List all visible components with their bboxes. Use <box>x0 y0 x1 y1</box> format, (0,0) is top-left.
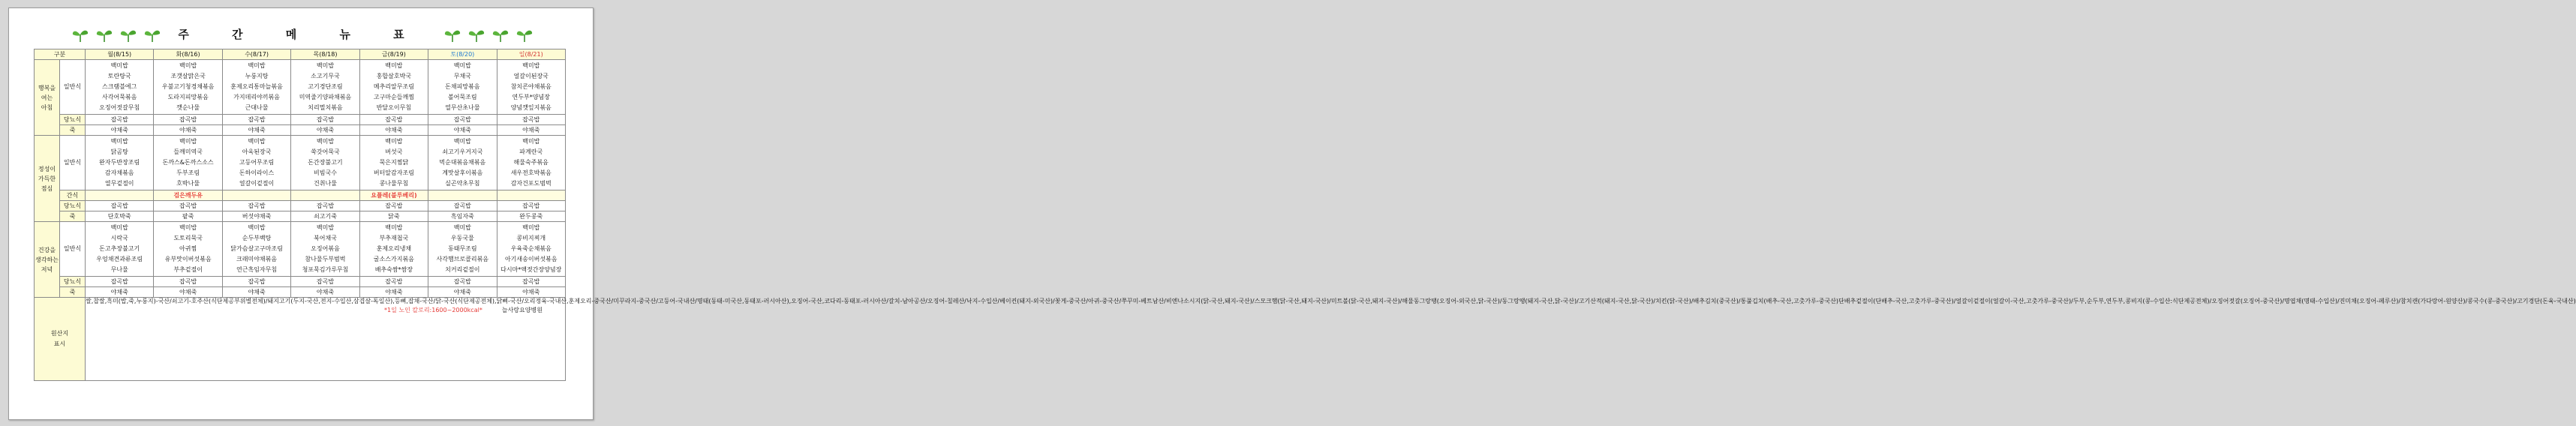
menu-item: 유부맛이버섯볶음 <box>164 256 212 262</box>
menu-item: 호박나물 <box>176 180 200 187</box>
menu-item: 오징어볶음 <box>311 245 340 252</box>
menu-cell <box>359 136 428 190</box>
menu-item: 백미밥 <box>110 138 128 145</box>
porridge-cell: 야채죽 <box>154 287 222 298</box>
diabetic-cell: 잡곡밥 <box>497 201 565 212</box>
menu-item: 백미밥 <box>110 224 128 231</box>
header-label: 구분 <box>35 50 86 60</box>
category-line: 행복을 <box>38 84 56 92</box>
porridge-cell: 쇠고기죽 <box>291 212 359 222</box>
menu-item: 쇠고기우거지국 <box>442 148 483 155</box>
diabetic-cell: 잡곡밥 <box>222 277 290 287</box>
menu-item: 백미밥 <box>522 62 540 69</box>
category-line: 저녁 <box>41 266 53 273</box>
menu-item: 새우전호박볶음 <box>510 170 552 176</box>
diabetic-cell: 잡곡밥 <box>154 277 222 287</box>
menu-item: 버터알감자조림 <box>373 170 414 176</box>
origin-label-line: 표시 <box>53 340 66 347</box>
menu-page <box>8 8 2576 420</box>
menu-item: 건취나물 <box>314 180 337 187</box>
menu-item: 소고기무국 <box>311 73 340 80</box>
menu-item: 고기경단조림 <box>308 83 343 90</box>
porridge-cell: 단호박죽 <box>86 212 154 222</box>
porridge-cell: 팥죽 <box>154 212 222 222</box>
hospital-name: 늘사랑요양병원 <box>501 307 543 314</box>
origin-footer <box>86 307 565 314</box>
menu-item: 치리멸치볶음 <box>308 104 343 111</box>
menu-item: 들깨미역국 <box>173 148 203 155</box>
menu-item: 고등어무조림 <box>239 159 275 166</box>
menu-item: 무채국 <box>453 73 471 80</box>
menu-cell <box>86 136 154 190</box>
porridge-cell: 야채죽 <box>222 287 290 298</box>
menu-item: 부추겉절이 <box>173 266 203 273</box>
menu-item: 아귀찜 <box>179 245 197 252</box>
menu-item: 조갯살맑은국 <box>170 73 206 80</box>
diabetic-cell: 잡곡밥 <box>428 201 497 212</box>
category-line: 아침 <box>41 104 53 111</box>
menu-item: 열무겉절이 <box>104 180 134 187</box>
menu-item: 두부조림 <box>176 170 200 176</box>
porridge-label: 죽 <box>60 125 86 136</box>
menu-item: 아욱된장국 <box>242 148 272 155</box>
menu-cell <box>222 136 290 190</box>
menu-item: 얼갈이겉절이 <box>239 180 275 187</box>
page-title: 주 간 메 뉴 표 <box>178 28 424 41</box>
origin-label <box>35 298 86 381</box>
porridge-cell: 야채죽 <box>222 125 290 136</box>
diabetic-label: 당뇨식 <box>60 115 86 125</box>
menu-item: 파계란국 <box>519 148 543 155</box>
porridge-cell: 버섯야채죽 <box>222 212 290 222</box>
menu-item: 부추재첩국 <box>379 235 409 242</box>
header-row <box>35 50 566 60</box>
origin-text: 쌀,찹쌀,흑미(밥,죽,누룽지)-국산/쇠고기-호주산(식단제공부위별전체)/돼지고기(두지-국산,전지-수입산,삼겹살-독일산),등뼈,잡채-국산/닭-국산(식단제공전체),닭뼈-국산/오리정육-국내산,훈제오리-중국산/미꾸라지-중국산/고등어-국내산/명태(동태-미국산,동태포-러시아산),오징어-국산,코다리-동태포-러시아산/갈치-남아공산/오징어-칠레산/낙지-수입산/베이컨(돼지-외국산)/꽃게-중국산/아귀-중국산/쭈꾸미-베트남산/비엔나소시지(닭-국산,돼지-국산)/스모크햄(닭-국산,돼지-국산)/미트볼(닭-국산,돼지-국산)/해물동그랑땡(오징어-외국산,닭-국산)/동그랑땡(돼지-국산,닭-국산)/고기산적(돼지-국산,닭-국산)/치킨(닭-국산)/배추김치(중국산)/통풀깁치(배추-국산,고춧가루-중국산)단배추겉절이(단배추-국산,고춧가루-중국산)/얼갈이겉절이(얼갈이-국산,고춧가루-중국산)/두부,순두부,연두부,콩비지(콩-수입산:식단제공전체)/오징어젓갈(오징어-중국산)/명엽채(명태-수입산)/진미채(오징어-페루산)/참치캔(가다랑어-원양산)/콩국수(콩-중국산)/고기경단(돈육-국내산) <box>86 298 2576 304</box>
diabetic-cell: 잡곡밥 <box>86 277 154 287</box>
menu-cell <box>497 222 565 277</box>
menu-item: 돈고추장불고기 <box>99 245 140 252</box>
menu-item: 연두부*양념장 <box>512 94 550 100</box>
menu-item: 크래미야채볶음 <box>236 256 278 262</box>
origin-row <box>35 298 566 381</box>
menu-cell <box>154 222 222 277</box>
category-line: 정성이 <box>38 165 56 172</box>
snack-cell <box>86 190 154 201</box>
menu-item: 우엉채견과류조림 <box>96 256 143 262</box>
menu-item: 해물숙주볶음 <box>513 159 549 166</box>
category-line: 여는 <box>41 94 53 101</box>
menu-cell <box>497 136 565 190</box>
general-label: 일반식 <box>60 60 86 115</box>
menu-item: 참나물두부범벅 <box>305 256 346 262</box>
menu-item: 백미밥 <box>110 62 128 69</box>
menu-cell <box>497 60 565 115</box>
menu-item: 감자건포도범벅 <box>510 180 552 187</box>
menu-item: 계맛살후이볶음 <box>442 170 483 176</box>
menu-item: 돈간장불고기 <box>308 159 343 166</box>
menu-item: 아기새송이버섯볶음 <box>504 256 558 262</box>
menu-cell <box>86 60 154 115</box>
menu-item: 돈채피망볶음 <box>445 83 480 90</box>
menu-item: 연근흑임자무침 <box>236 266 278 273</box>
menu-item: 백미밥 <box>248 224 266 231</box>
porridge-cell: 완두콩죽 <box>497 212 565 222</box>
snack-cell <box>359 190 428 201</box>
origin-label-line: 원산지 <box>50 330 69 337</box>
diabetic-cell: 잡곡밥 <box>222 115 290 125</box>
menu-item: 백미밥 <box>179 138 197 145</box>
diabetic-cell: 잡곡밥 <box>86 201 154 212</box>
menu-item: 백미밥 <box>179 224 197 231</box>
day-header: 토(8/20) <box>428 50 497 60</box>
menu-cell <box>359 60 428 115</box>
porridge-cell: 흑임자죽 <box>428 212 497 222</box>
menu-item: 청포묵김가루무침 <box>302 266 349 273</box>
porridge-cell: 야채죽 <box>86 125 154 136</box>
breakfast-porridge-row <box>35 125 566 136</box>
menu-item: 감자채볶음 <box>104 170 134 176</box>
diabetic-cell: 잡곡밥 <box>154 201 222 212</box>
menu-item: 동태무조림 <box>448 245 477 252</box>
menu-item: 배추숙쌈*쌈장 <box>374 266 413 273</box>
menu-item: 백미밥 <box>453 62 471 69</box>
menu-cell <box>291 136 359 190</box>
menu-item: 양념깻잎지볶음 <box>510 104 552 111</box>
menu-item: 실곤약초무침 <box>445 180 480 187</box>
origin-cell <box>86 298 2576 381</box>
day-header: 월(8/15) <box>86 50 154 60</box>
menu-item: 벅순대볶음채볶음 <box>439 159 486 166</box>
menu-item: 백미밥 <box>385 224 403 231</box>
porridge-cell: 야채죽 <box>428 125 497 136</box>
menu-item: 백미밥 <box>316 224 335 231</box>
diabetic-cell: 잡곡밥 <box>428 115 497 125</box>
menu-item: 백미밥 <box>316 138 335 145</box>
menu-item: 도라지피망볶음 <box>167 94 209 100</box>
menu-cell <box>428 60 497 115</box>
day-header: 일(8/21) <box>497 50 565 60</box>
menu-item: 굴소스가지볶음 <box>373 256 414 262</box>
diabetic-label: 당뇨식 <box>60 277 86 287</box>
menu-item: 훈제오리냉채 <box>376 245 412 252</box>
menu-item: 얼갈이된장국 <box>513 73 549 80</box>
menu-item: 쑥갓어묵국 <box>311 148 340 155</box>
menu-item: 무나물 <box>110 266 128 273</box>
menu-item: 백미밥 <box>385 62 403 69</box>
category-line: 생각하는 <box>35 256 59 263</box>
menu-item: 백미밥 <box>248 62 266 69</box>
category-line: 점심 <box>41 184 53 192</box>
breakfast-category <box>35 60 60 136</box>
menu-item: 백미밥 <box>453 138 471 145</box>
menu-item: 묵은지찜닭 <box>379 159 409 166</box>
general-label: 일반식 <box>60 136 86 190</box>
porridge-cell: 야채죽 <box>428 287 497 298</box>
menu-cell <box>154 60 222 115</box>
diabetic-cell: 잡곡밥 <box>154 115 222 125</box>
porridge-cell: 야채죽 <box>291 287 359 298</box>
porridge-label: 죽 <box>60 212 86 222</box>
snack-cell <box>291 190 359 201</box>
diabetic-cell: 잡곡밥 <box>497 115 565 125</box>
menu-cell <box>222 60 290 115</box>
menu-item: 백미밥 <box>385 138 403 145</box>
menu-item: 근대나물 <box>245 104 269 111</box>
menu-item: 토란탕국 <box>107 73 131 80</box>
menu-item: 돈하이라이스 <box>239 170 275 176</box>
lunch-snack-row <box>35 190 566 201</box>
day-header: 목(8/18) <box>291 50 359 60</box>
snack-item: 검은깨두유 <box>173 191 203 199</box>
porridge-cell: 야채죽 <box>291 125 359 136</box>
diabetic-cell: 잡곡밥 <box>291 277 359 287</box>
menu-item: 사각어묵볶음 <box>102 94 137 100</box>
snack-label: 간식 <box>60 190 86 201</box>
breakfast-general-row <box>35 60 566 115</box>
weekly-menu-table <box>34 49 2576 381</box>
menu-item: 훈제오리통마늘볶음 <box>230 83 283 90</box>
dinner-diabetic-row <box>35 277 566 287</box>
menu-cell <box>428 136 497 190</box>
menu-item: 완자두반장조림 <box>99 159 140 166</box>
menu-item: 백미밥 <box>453 224 471 231</box>
dinner-general-row <box>35 222 566 277</box>
menu-item: 닭가슴살고구마조림 <box>230 245 283 252</box>
menu-item: 우육죽순채볶음 <box>510 245 552 252</box>
porridge-label: 죽 <box>60 287 86 298</box>
diabetic-cell: 잡곡밥 <box>291 201 359 212</box>
category-line: 건강을 <box>38 246 56 254</box>
snack-cell <box>154 190 222 201</box>
category-line: 가득한 <box>38 175 56 182</box>
menu-item: 홍합살호박국 <box>376 73 412 80</box>
porridge-cell: 야채죽 <box>86 287 154 298</box>
menu-item: 볼어묵조림 <box>448 94 477 100</box>
menu-cell <box>291 222 359 277</box>
breakfast-diabetic-row <box>35 115 566 125</box>
diabetic-cell: 잡곡밥 <box>497 277 565 287</box>
menu-item: 순두부백탕 <box>242 235 272 242</box>
menu-item: 메추리알무조림 <box>373 83 414 90</box>
lunch-diabetic-row <box>35 201 566 212</box>
menu-item: 백미밥 <box>179 62 197 69</box>
menu-item: 버섯국 <box>385 148 403 155</box>
day-header: 수(8/17) <box>222 50 290 60</box>
porridge-cell: 야채죽 <box>497 287 565 298</box>
diabetic-cell: 잡곡밥 <box>428 277 497 287</box>
diabetic-cell: 잡곡밥 <box>86 115 154 125</box>
snack-item: 요플레(블루베리) <box>371 191 417 199</box>
general-label: 일반식 <box>60 222 86 277</box>
porridge-cell: 야채죽 <box>359 287 428 298</box>
snack-cell <box>222 190 290 201</box>
menu-item: 백미밥 <box>248 138 266 145</box>
menu-item: 참치콘야채볶음 <box>510 83 552 90</box>
menu-item: 치커리겉절이 <box>445 266 480 273</box>
menu-item: 백미밥 <box>316 62 335 69</box>
diabetic-cell: 잡곡밥 <box>359 115 428 125</box>
lunch-porridge-row <box>35 212 566 222</box>
menu-cell <box>86 222 154 277</box>
menu-item: 우동국물 <box>450 235 474 242</box>
menu-item: 시락국 <box>110 235 128 242</box>
menu-item: 돈까스&돈까스소스 <box>162 159 214 166</box>
menu-item: 다시마*액젓간장양념장 <box>500 266 562 273</box>
menu-item: 비빔국수 <box>314 170 337 176</box>
menu-item: 도토리묵국 <box>173 235 203 242</box>
menu-item: 스크램블에그 <box>102 83 137 90</box>
menu-item: 사각햄브로콜리볶음 <box>436 256 489 262</box>
lunch-general-row <box>35 136 566 190</box>
day-header: 금(8/19) <box>359 50 428 60</box>
calorie-note: *1일 노인 칼로리:1600~2000kcal* <box>384 307 482 314</box>
diabetic-cell: 잡곡밥 <box>291 115 359 125</box>
menu-item: 우불고기청경채볶음 <box>161 83 215 90</box>
menu-item: 백미밥 <box>522 138 540 145</box>
dinner-category <box>35 222 60 298</box>
menu-item: 열무산초나물 <box>445 104 480 111</box>
menu-item: 오징어젓갈무침 <box>99 104 140 111</box>
porridge-cell: 닭죽 <box>359 212 428 222</box>
menu-item: 백미밥 <box>522 224 540 231</box>
menu-cell <box>291 60 359 115</box>
porridge-cell: 야채죽 <box>497 125 565 136</box>
menu-item: 콩비지찌개 <box>516 235 546 242</box>
menu-item: 반달오이무침 <box>376 104 412 111</box>
porridge-cell: 야채죽 <box>154 125 222 136</box>
menu-cell <box>154 136 222 190</box>
menu-item: 콩나물무침 <box>379 180 409 187</box>
dinner-porridge-row <box>35 287 566 298</box>
menu-item: 고구마순들깨찜 <box>373 94 414 100</box>
day-header: 화(8/16) <box>154 50 222 60</box>
menu-item: 닭곰탕 <box>110 148 128 155</box>
porridge-cell: 야채죽 <box>359 125 428 136</box>
diabetic-cell: 잡곡밥 <box>359 277 428 287</box>
menu-cell <box>222 222 290 277</box>
snack-cell <box>497 190 565 201</box>
lunch-category <box>35 136 60 222</box>
snack-cell <box>428 190 497 201</box>
menu-item: 미역줄기양파채볶음 <box>299 94 352 100</box>
diabetic-cell: 잡곡밥 <box>359 201 428 212</box>
diabetic-cell: 잡곡밥 <box>222 201 290 212</box>
diabetic-label: 당뇨식 <box>60 201 86 212</box>
menu-cell <box>359 222 428 277</box>
menu-item: 누룽지탕 <box>245 73 269 80</box>
menu-item: 가지데리야끼볶음 <box>233 94 280 100</box>
menu-item: 깻순나물 <box>176 104 200 111</box>
menu-item: 북어채국 <box>314 235 337 242</box>
menu-cell <box>428 222 497 277</box>
